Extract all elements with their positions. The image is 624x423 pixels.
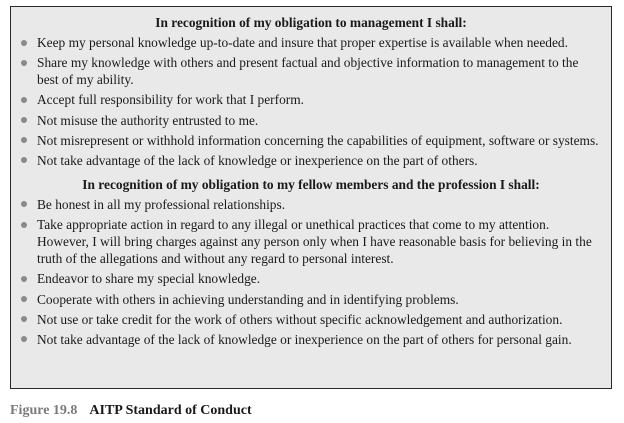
bullet-icon bbox=[21, 40, 27, 46]
list-item bbox=[19, 34, 603, 51]
figure-caption bbox=[10, 402, 252, 419]
profession-obligations-list bbox=[19, 196, 603, 348]
bullet-icon bbox=[21, 316, 27, 322]
list-item-text: Share my knowledge with others and present factual and objective information to management to the best of my ability. bbox=[37, 55, 579, 88]
bullet-icon bbox=[21, 201, 27, 207]
figure-title: AITP Standard of Conduct bbox=[89, 403, 252, 418]
section-heading-management: In recognition of my obligation to management I shall: bbox=[155, 15, 467, 30]
bullet-icon bbox=[21, 117, 27, 123]
list-item-text: Be honest in all my professional relationships. bbox=[37, 196, 286, 212]
bullet-icon bbox=[21, 296, 27, 302]
bullet-icon bbox=[21, 276, 27, 282]
management-obligations-list bbox=[19, 34, 603, 169]
bullet-icon bbox=[21, 97, 27, 103]
list-item-text: Not take advantage of the lack of knowledge or inexperience on the part of others. bbox=[37, 152, 478, 168]
bullet-icon bbox=[21, 157, 27, 163]
list-item bbox=[19, 54, 603, 88]
list-item bbox=[19, 91, 603, 108]
list-item-text: Take appropriate action in regard to any illegal or unethical practices that come to my attention. However, I will bring charges against any person only when I have reasonable basis for believing in the truth of the allegations and without any regard to personal interest. bbox=[37, 217, 592, 267]
list-item-text: Keep my personal knowledge up-to-date and insure that proper expertise is available when needed. bbox=[37, 35, 568, 50]
list-item-text: Endeavor to share my special knowledge. bbox=[37, 271, 261, 287]
list-item bbox=[19, 291, 603, 308]
bullet-icon bbox=[21, 60, 27, 66]
list-item bbox=[19, 331, 603, 348]
bullet-icon bbox=[21, 336, 27, 342]
list-item-text: Not misrepresent or withhold information concerning the capabilities of equipment, software or systems. bbox=[37, 132, 599, 148]
bullet-icon bbox=[21, 222, 27, 228]
list-item bbox=[19, 132, 603, 149]
standard-of-conduct-box bbox=[10, 6, 612, 389]
section-heading-profession: In recognition of my obligation to my fellow members and the profession I shall: bbox=[82, 176, 540, 192]
list-item-text: Cooperate with others in achieving understanding and in identifying problems. bbox=[37, 291, 459, 307]
list-item bbox=[19, 112, 603, 129]
list-item bbox=[19, 196, 603, 213]
list-item bbox=[19, 270, 603, 287]
bullet-icon bbox=[21, 137, 27, 143]
list-item-text: Accept full responsibility for work that I perform. bbox=[37, 92, 304, 108]
list-item-text: Not use or take credit for the work of others without specific acknowledgement and authorization. bbox=[37, 311, 563, 327]
list-item bbox=[19, 152, 603, 169]
list-item-text: Not take advantage of the lack of knowledge or inexperience on the part of others for personal gain. bbox=[37, 331, 572, 347]
figure-label: Figure 19.8 bbox=[10, 403, 78, 418]
list-item bbox=[19, 311, 603, 328]
list-item-text: Not misuse the authority entrusted to me. bbox=[37, 112, 259, 128]
list-item bbox=[19, 216, 603, 267]
